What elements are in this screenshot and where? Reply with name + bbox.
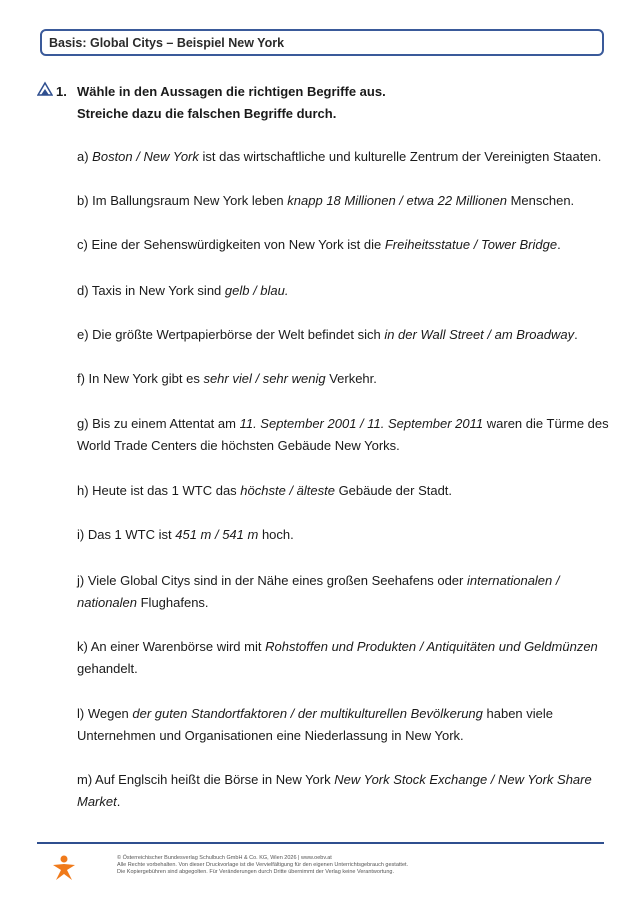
statement-text: k) An einer Warenbörse wird mit: [77, 639, 266, 654]
footer-line-1: © Österreichischer Bundesverlag Schulbuch GmbH & Co. KG, Wien 2026 | www.oebv.at: [117, 855, 332, 861]
statement-item: [77, 480, 617, 502]
statement-item: [77, 524, 617, 546]
statement-text: waren die Türme des World Trade Centers die höchsten Gebäude New Yorks.: [77, 416, 609, 453]
statement-text: .: [116, 794, 121, 809]
statement-text: Verkehr.: [325, 371, 377, 386]
statement-text: ist das wirtschaftliche und kulturelle Zentrum der Vereinigten Staaten.: [198, 149, 602, 164]
statement-text: f) In New York gibt es: [77, 371, 204, 386]
answer-options: 11. September 2001 / 11. September 2011: [239, 416, 484, 431]
answer-options: gelb / blau.: [224, 283, 289, 298]
statement-text: d) Taxis in New York sind: [77, 283, 225, 298]
statement-item: [77, 324, 617, 346]
answer-options: Rohstoffen und Produkten / Antiquitäten und Geldmünzen: [265, 639, 598, 654]
statement-text: Menschen.: [506, 193, 575, 208]
statement-item: [77, 636, 617, 680]
answer-options: New York Stock Exchange / New York Share Market: [77, 772, 592, 809]
answer-options: Freiheitsstatue / Tower Bridge: [384, 237, 558, 252]
statement-text: e) Die größte Wertpapierbörse der Welt befindet sich: [77, 327, 385, 342]
answer-options: sehr viel / sehr wenig: [203, 371, 326, 386]
statement-item: [77, 769, 617, 813]
statement-text: c) Eine der Sehenswürdigkeiten von New York ist die: [77, 237, 385, 252]
statement-text: .: [557, 237, 561, 252]
statement-text: h) Heute ist das 1 WTC das: [77, 483, 241, 498]
answer-options: internationalen / nationalen: [77, 573, 560, 610]
footer-copyright: [117, 855, 557, 876]
statement-item: [77, 570, 617, 614]
task-instruction-2: Streiche dazu die falschen Begriffe durch.: [77, 106, 337, 121]
statement-text: .: [574, 327, 578, 342]
statement-item: [77, 368, 617, 390]
statement-item: [77, 146, 617, 168]
statement-text: Gebäude der Stadt.: [334, 483, 453, 498]
statement-item: [77, 280, 617, 302]
task-number: 1.: [56, 84, 67, 99]
statement-text: a): [77, 149, 93, 164]
statement-text: gehandelt.: [77, 661, 138, 676]
statement-text: b) Im Ballungsraum New York leben: [77, 193, 288, 208]
statement-text: Flughafens.: [137, 595, 209, 610]
statement-text: g) Bis zu einem Attentat am: [77, 416, 240, 431]
statement-text: l) Wegen: [77, 706, 133, 721]
answer-options: der guten Standortfaktoren / der multikulturellen Bevölkerung: [132, 706, 483, 721]
task-instruction-1: Wähle in den Aussagen die richtigen Begriffe aus.: [77, 84, 386, 99]
statement-text: haben viele Unternehmen und Organisationen eine Niederlassung in New York.: [77, 706, 554, 743]
footer-line-2: Alle Rechte vorbehalten. Von dieser Druckvorlage ist die Vervielfältigung für den eigenen Unterrichtsgebrauch gestattet.: [117, 862, 409, 868]
statement-item: [77, 234, 617, 256]
statement-text: m) Auf Englscih heißt die Börse in New York: [77, 772, 335, 787]
statement-item: [77, 190, 617, 212]
footer-line-3: Die Kopiergebühren sind abgegolten. Für Veränderungen durch Dritte übernimmt der Verlag keine Verantwortung.: [117, 869, 395, 875]
task-level-icon: [37, 81, 53, 97]
statement-text: hoch.: [258, 527, 294, 542]
answer-options: knapp 18 Millionen / etwa 22 Millionen: [287, 193, 507, 208]
answer-options: in der Wall Street / am Broadway: [384, 327, 575, 342]
footer-divider: [37, 842, 604, 844]
page-title: Basis: Global Citys – Beispiel New York: [49, 36, 285, 50]
statement-item: [77, 703, 617, 747]
answer-options: Boston / New York: [92, 149, 199, 164]
statement-text: i) Das 1 WTC ist: [77, 527, 176, 542]
statement-text: j) Viele Global Citys sind in der Nähe eines großen Seehafens oder: [77, 573, 467, 588]
statement-item: [77, 413, 617, 457]
answer-options: 451 m / 541 m: [175, 527, 259, 542]
publisher-logo-icon: [50, 854, 78, 882]
header-box: [40, 29, 604, 56]
answer-options: höchste / älteste: [240, 483, 335, 498]
